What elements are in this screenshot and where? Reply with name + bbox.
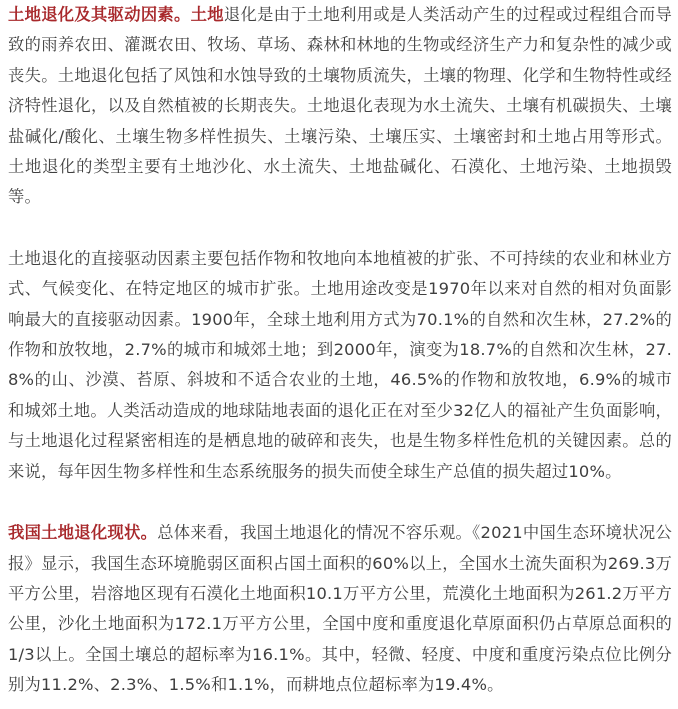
paragraph-body: 退化是由于土地利用或是人类活动产生的过程或过程组合而导致的雨养农田、灌溉农田、牧场、草场、森林和林地的生物或经济生产力和复杂性的减少或丧失。土地退化包括了风蚀和水蚀导致的土壤物质流失，土壤的物理、化学和生物特性或经济特性退化，以及自然植被的长期丧失。土地退化表现为水土流失、土壤有机碳损失、土壤盐碱化/酸化、土壤生物多样性损失、土壤污染、土壤压实、土壤密封和土地占用等形式。土地退化的类型主要有土地沙化、水土流失、土地盐碱化、石漠化、土地污染、土地损毁等。 xyxy=(8,5,673,207)
paragraph-lead: 土地 xyxy=(190,5,224,24)
paragraph-heading: 土地退化及其驱动因素。 xyxy=(8,5,191,24)
paragraph-land-degradation xyxy=(8,0,672,213)
paragraph-china-status xyxy=(8,518,672,700)
paragraph-direct-drivers xyxy=(8,244,672,487)
paragraph-body: 土地退化的直接驱动因素主要包括作物和牧地向本地植被的扩张、不可持续的农业和林业方式、气候变化、在特定地区的城市扩张。土地用途改变是1970年以来对自然的相对负面影响最大的直接驱动因素。1900年，全球土地利用方式为70.1%的自然和次生林，27.2%的作物和放牧地，2.7%的城市和城郊土地；到2000年，演变为18.7%的自然和次生林，27.8%的山、沙漠、苔原、斜坡和不适合农业的土地，46.5%的作物和放牧地，6.9%的城市和城郊土地。人类活动造成的地球陆地表面的退化正在对至少32亿人的福祉产生负面影响，与土地退化过程紧密相连的是栖息地的破碎和丧失，也是生物多样性危机的关键因素。总的来说，每年因生物多样性和生态系统服务的损失而使全球生产总值的损失超过10%。 xyxy=(8,248,672,481)
paragraph-heading: 我国土地退化现状。 xyxy=(8,523,158,543)
paragraph-body: 总体来看，我国土地退化的情况不容乐观。《2021中国生态环境状况公报》显示，我国生态环境脆弱区面积占国土面积的60%以上，全国水土流失面积为269.3万平方公里，岩溶地区现有石漠化土地面积10.1万平方公里，荒漠化土地面积为261.2万平方公里，沙化土地面积为172.1万平方公里，全国中度和重度退化草原面积仍占草原总面积的1/3以上。全国土壤总的超标率为16.1%。其中，轻微、轻度、中度和重度污染点位比例分别为11.2%、2.3%、1.5%和1.1%，而耕地点位超标率为19.4%。 xyxy=(8,523,672,695)
